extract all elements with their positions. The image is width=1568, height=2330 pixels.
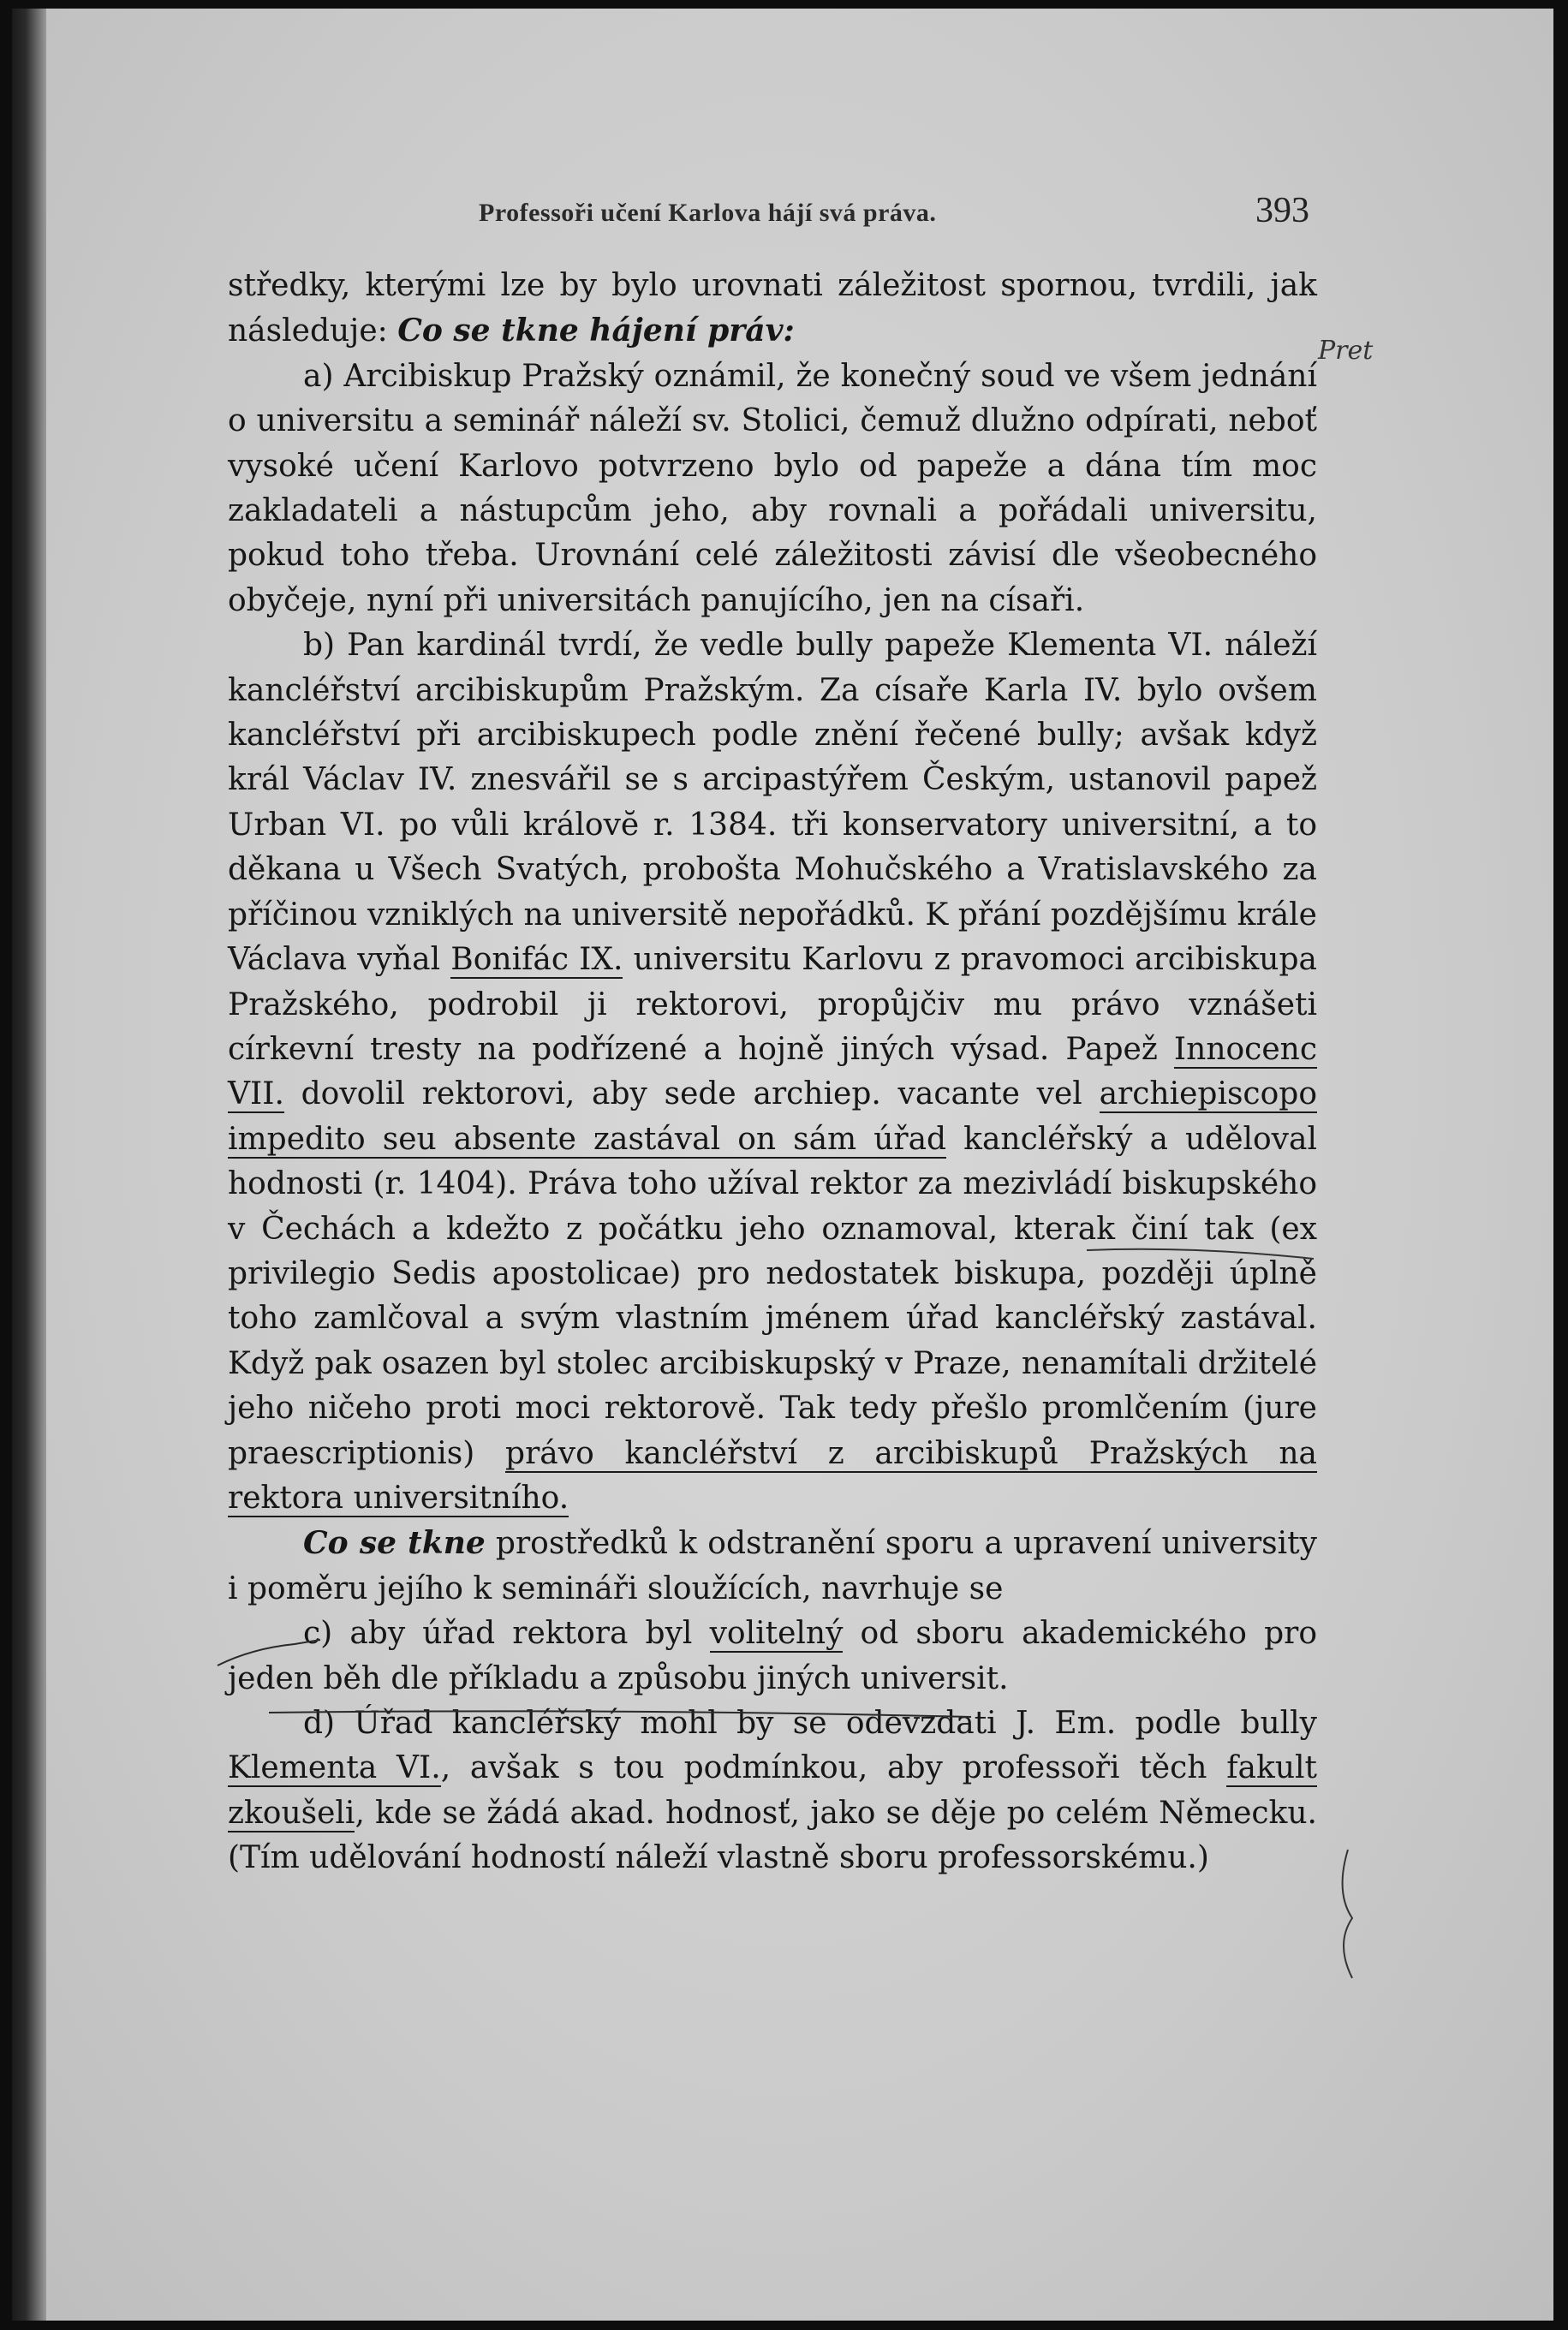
pencil-stroke [1087, 1249, 1314, 1259]
pencil-marks [12, 9, 1553, 2321]
text-run: b) Pan kardinál tvrdí, že vedle bully papeže Klementa VI. náleží kancléřství arcibiskupům Pražským. Za císaře Karla IV. bylo ovšem kancléřství při arcibiskupech podle znění řečené bully; avšak když král Václav IV. znesvářil se s arcipastýřem Českým, ustanovil papež Urban VI. po vůli královĕ r. 1384. tři konservatory universitní, a to děkana u Všech Svatých, proboštа Mohučského a Vratislavského za příčinou vzniklých na universitě nepořádků. K přání pozdějšímu krále Václava vyňal [228, 628, 1317, 978]
page-number: 393 [1255, 191, 1309, 230]
running-title: Professoři učení Karlova hájí svá práva. [479, 199, 937, 227]
underlined-text: Klementa VI. [228, 1750, 441, 1786]
text-run: a) Arcibiskup Pražský oznámil, že konečný soud ve všem jednání o universitu a seminář náleží sv. Stolici, čemuž dlužno odpírati, neboť vysoké učení Karlovo potvrzeno bylo od papeže a dána tím moc zakladateli a nástupcům jeho, aby rovnali a pořádali universitu, pokud toho třeba. Urovnání celé záležitosti závisí dle všeobecného obyčeje, nyní při universitách panujícího, jen na císaři. [228, 358, 1317, 618]
text-run: , avšak s tou podmínkou, aby professoři těch [440, 1750, 1227, 1786]
underlined-text: právo kancléřství z arcibiskupů Pražských na rektora universitního. [228, 1435, 1317, 1516]
text-run: d) Úřad kancléřský mohl by se odevzdati J. Em. podle bully [303, 1706, 1317, 1741]
underlined-text: volitelný [709, 1616, 844, 1652]
text-run: prostředků k odstranění sporu a upravení university i poměru jejího k semináři sloužících, navrhuje se [228, 1526, 1317, 1606]
underlined-text: Innocenc VII. [228, 1031, 1317, 1112]
pencil-stroke [218, 1640, 320, 1666]
text-run: c) aby úřad rektora byl [303, 1616, 710, 1652]
underlined-text: fakult zkoušeli [228, 1750, 1317, 1831]
text-run: kancléřský a uděloval hodnosti (r. 1404). Práva toho užíval rektor za mezivládí biskupského v Čechách a kdežto z počátku jeho oznamoval, kterak činí tak (ex privilegio Sedis apostolicae) pro nedostatek biskupa, později úplně toho zamlčoval a svým vlastním jménem úřad kancléřský zastával. Když pak osazen byl stolec arcibiskupský v Praze, nenamítali držitelé jeho ničeho proti moci rektorově. Tak tedy přešlo promlčením (jure praescriptionis) [228, 1121, 1317, 1471]
margin-annotation: Pret [1318, 336, 1374, 366]
text-run: od sboru akademického pro jeden běh dle příkladu a způsobu jiných universit. [228, 1616, 1317, 1696]
underlined-text: Bonifác IX. [450, 942, 623, 978]
underlined-text: archiepiscopo impedito seu absente zastával on sám úřad [228, 1076, 1317, 1157]
pencil-bracket [1343, 1850, 1352, 1978]
section-label: Co se tkne [303, 1525, 486, 1562]
scanned-page [12, 9, 1553, 2321]
text-run: universitu Karlovu z pravomoci arcibiskupa Pražského, podrobil ji rektorovi, propůjčiv mu právo vznášeti církevní tresty na podřízené a hojně jiných výsad. Papež [228, 942, 1317, 1067]
section-label: Co se tkne hájení práv: [397, 313, 795, 349]
text-run: středky, kterými lze by bylo urovnati záležitost spornou, tvrdili, jak následuje: [228, 268, 1317, 349]
text-run: , kde se žádá akad. hodnosť, jako se děje po celém Německu. (Tím udělování hodností náleží vlastně sboru professorskému.) [228, 1795, 1317, 1876]
text-run: dovolil rektorovi, aby sede archiep. vacante vel [283, 1076, 1100, 1112]
pencil-stroke [269, 1711, 971, 1717]
